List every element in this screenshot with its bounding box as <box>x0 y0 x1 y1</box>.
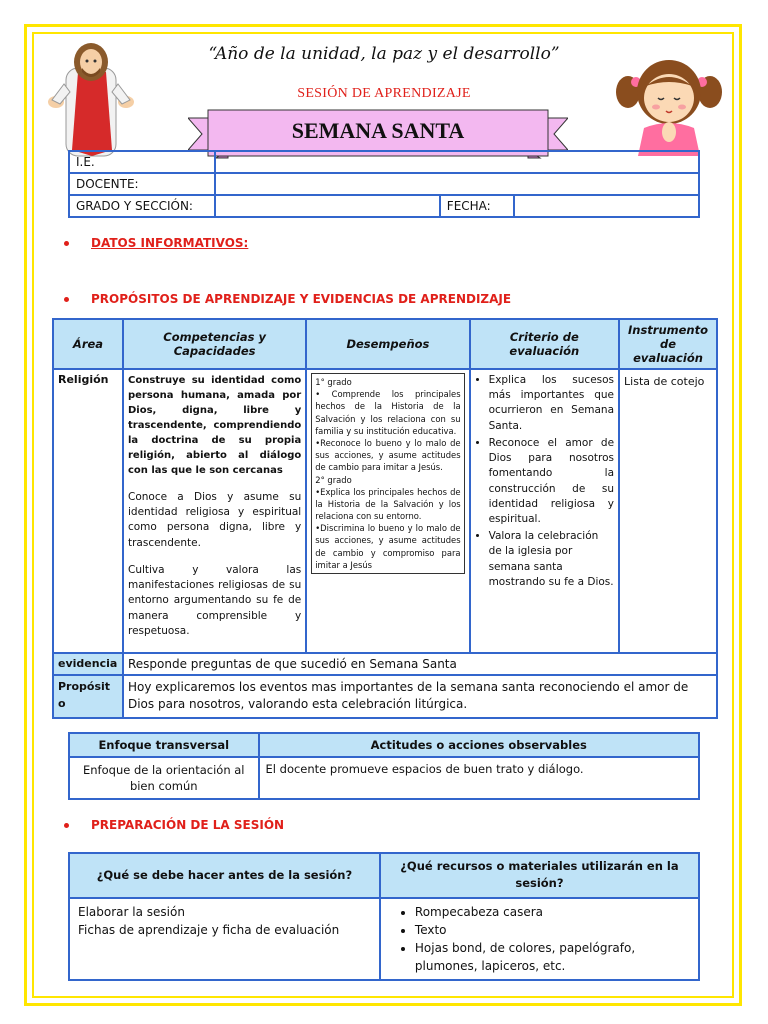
competencia-text: Construye su identidad como persona humana, amada por Dios, digna, libre y trascendente, comprendiendo la doctrina de su propia religión, abierto al diálogo con las que le son cercanas <box>127 375 302 476</box>
proposito-text: Hoy explicaremos los eventos mas importantes de la semana santa reconociendo el amor de Dios para nosotros, valorando esta celebración litúrgica. <box>123 675 717 718</box>
recurso-item: • Rompecabeza casera <box>415 903 690 921</box>
table-header-row <box>69 733 699 757</box>
desempeno-item: 2° grado <box>315 474 352 485</box>
capacidad-1: Conoce a Dios y asume su identidad religiosa y espiritual como persona digna, libre y trascendente. <box>127 491 302 549</box>
instrumento-cell: Lista de cotejo <box>619 369 717 653</box>
section-datos <box>64 236 248 250</box>
desempeno-item: • Comprende los principales hechos de la Historia de la Salvación y los relaciona con su familia y su institución educativa. <box>315 389 461 436</box>
info-table <box>68 150 700 218</box>
col-header-antes: ¿Qué se debe hacer antes de la sesión? <box>69 853 380 898</box>
purposes-table <box>52 318 718 719</box>
ie-label: I.E. <box>69 151 215 173</box>
table-row <box>53 653 717 675</box>
ie-value[interactable] <box>215 151 699 173</box>
criterio-item: • Reconoce el amor de Dios para nosotros fomentando la construcción de su identidad religiosa y espiritual. <box>489 436 614 527</box>
recursos-cell <box>380 898 699 980</box>
section-propositos <box>64 292 511 306</box>
section-heading: PREPARACIÓN DE LA SESIÓN <box>91 818 285 832</box>
antes-item: Elaborar la sesión <box>78 904 185 919</box>
evidencia-label: evidencia <box>53 653 123 675</box>
desempeno-item: •Reconoce lo bueno y lo malo de sus acciones, y asume actitudes de cambio para imitar a Jesús. <box>315 437 461 473</box>
table-row <box>53 675 717 718</box>
table-row <box>69 173 699 195</box>
recurso-item: • Hojas bond, de colores, papelógrafo, plumones, lapiceros, etc. <box>415 939 690 975</box>
bullet-dot-icon <box>64 241 69 246</box>
bullet-dot-icon <box>64 823 69 828</box>
capacidad-2: Cultiva y valora las manifestaciones religiosas de su entorno argumentando su fe de manera comprensible y respetuosa. <box>127 563 302 637</box>
section-heading: DATOS INFORMATIVOS: <box>91 236 249 250</box>
bullet-dot-icon <box>64 297 69 302</box>
session-label: SESIÓN DE APRENDIZAJE <box>297 86 471 101</box>
table-header-row <box>69 853 699 898</box>
grado-value[interactable] <box>215 195 440 217</box>
actitud-cell: El docente promueve espacios de buen trato y diálogo. <box>259 757 699 799</box>
col-header-competencias: Competencias y Capacidades <box>123 319 306 369</box>
year-motto: “Año de la unidad, la paz y el desarrollo” <box>208 44 560 64</box>
desempenos-cell <box>306 369 469 653</box>
enfoque-cell: Enfoque de la orientación al bien común <box>69 757 259 799</box>
desempeno-item: •Discrimina lo bueno y lo malo de sus acciones, y asume actitudes de cambio y compromiso para imitar a Jesús <box>315 523 461 570</box>
col-header-instrumento: Instrumento de evaluación <box>619 319 717 369</box>
docente-value[interactable] <box>215 173 699 195</box>
table-row <box>69 151 699 173</box>
antes-item: Fichas de aprendizaje y ficha de evaluación <box>78 922 340 937</box>
table-row <box>53 369 717 653</box>
girl-praying-illustration <box>614 56 724 156</box>
area-cell: Religión <box>53 369 123 653</box>
enfoque-table <box>68 732 700 800</box>
proposito-label: Propósit o <box>53 675 123 718</box>
col-header-desempenos: Desempeños <box>306 319 469 369</box>
desempeno-item: •Explica los principales hechos de la Historia de la Salvación y los relaciona con su entorno. <box>315 486 461 522</box>
evidencia-text: Responde preguntas de que sucedió en Semana Santa <box>123 653 717 675</box>
page-title: SEMANA SANTA <box>291 118 465 143</box>
grado-label: GRADO Y SECCIÓN: <box>69 195 215 217</box>
col-header-area: Área <box>53 319 123 369</box>
section-preparacion <box>64 818 284 832</box>
section-heading: PROPÓSITOS DE APRENDIZAJE Y EVIDENCIAS DE APRENDIZAJE <box>91 292 512 306</box>
table-row <box>69 195 699 217</box>
docente-label: DOCENTE: <box>69 173 215 195</box>
antes-cell <box>69 898 380 980</box>
fecha-value[interactable] <box>514 195 699 217</box>
desempeno-item: 1° grado <box>315 377 352 387</box>
col-header-actitudes: Actitudes o acciones observables <box>259 733 699 757</box>
recurso-item: • Texto <box>415 921 690 939</box>
criterio-cell <box>470 369 619 653</box>
table-row <box>69 757 699 799</box>
criterio-item: • Valora la celebración de la iglesia por semana santa mostrando su fe a Dios. <box>489 529 614 590</box>
col-header-criterio: Criterio de evaluación <box>470 319 619 369</box>
table-row <box>69 898 699 980</box>
criterio-item: • Explica los sucesos más importantes que ocurrieron en Semana Santa. <box>489 373 614 434</box>
competencias-cell <box>123 369 306 653</box>
col-header-enfoque: Enfoque transversal <box>69 733 259 757</box>
preparation-table <box>68 852 700 981</box>
fecha-label: FECHA: <box>440 195 514 217</box>
table-header-row <box>53 319 717 369</box>
col-header-recursos: ¿Qué recursos o materiales utilizarán en la sesión? <box>380 853 699 898</box>
